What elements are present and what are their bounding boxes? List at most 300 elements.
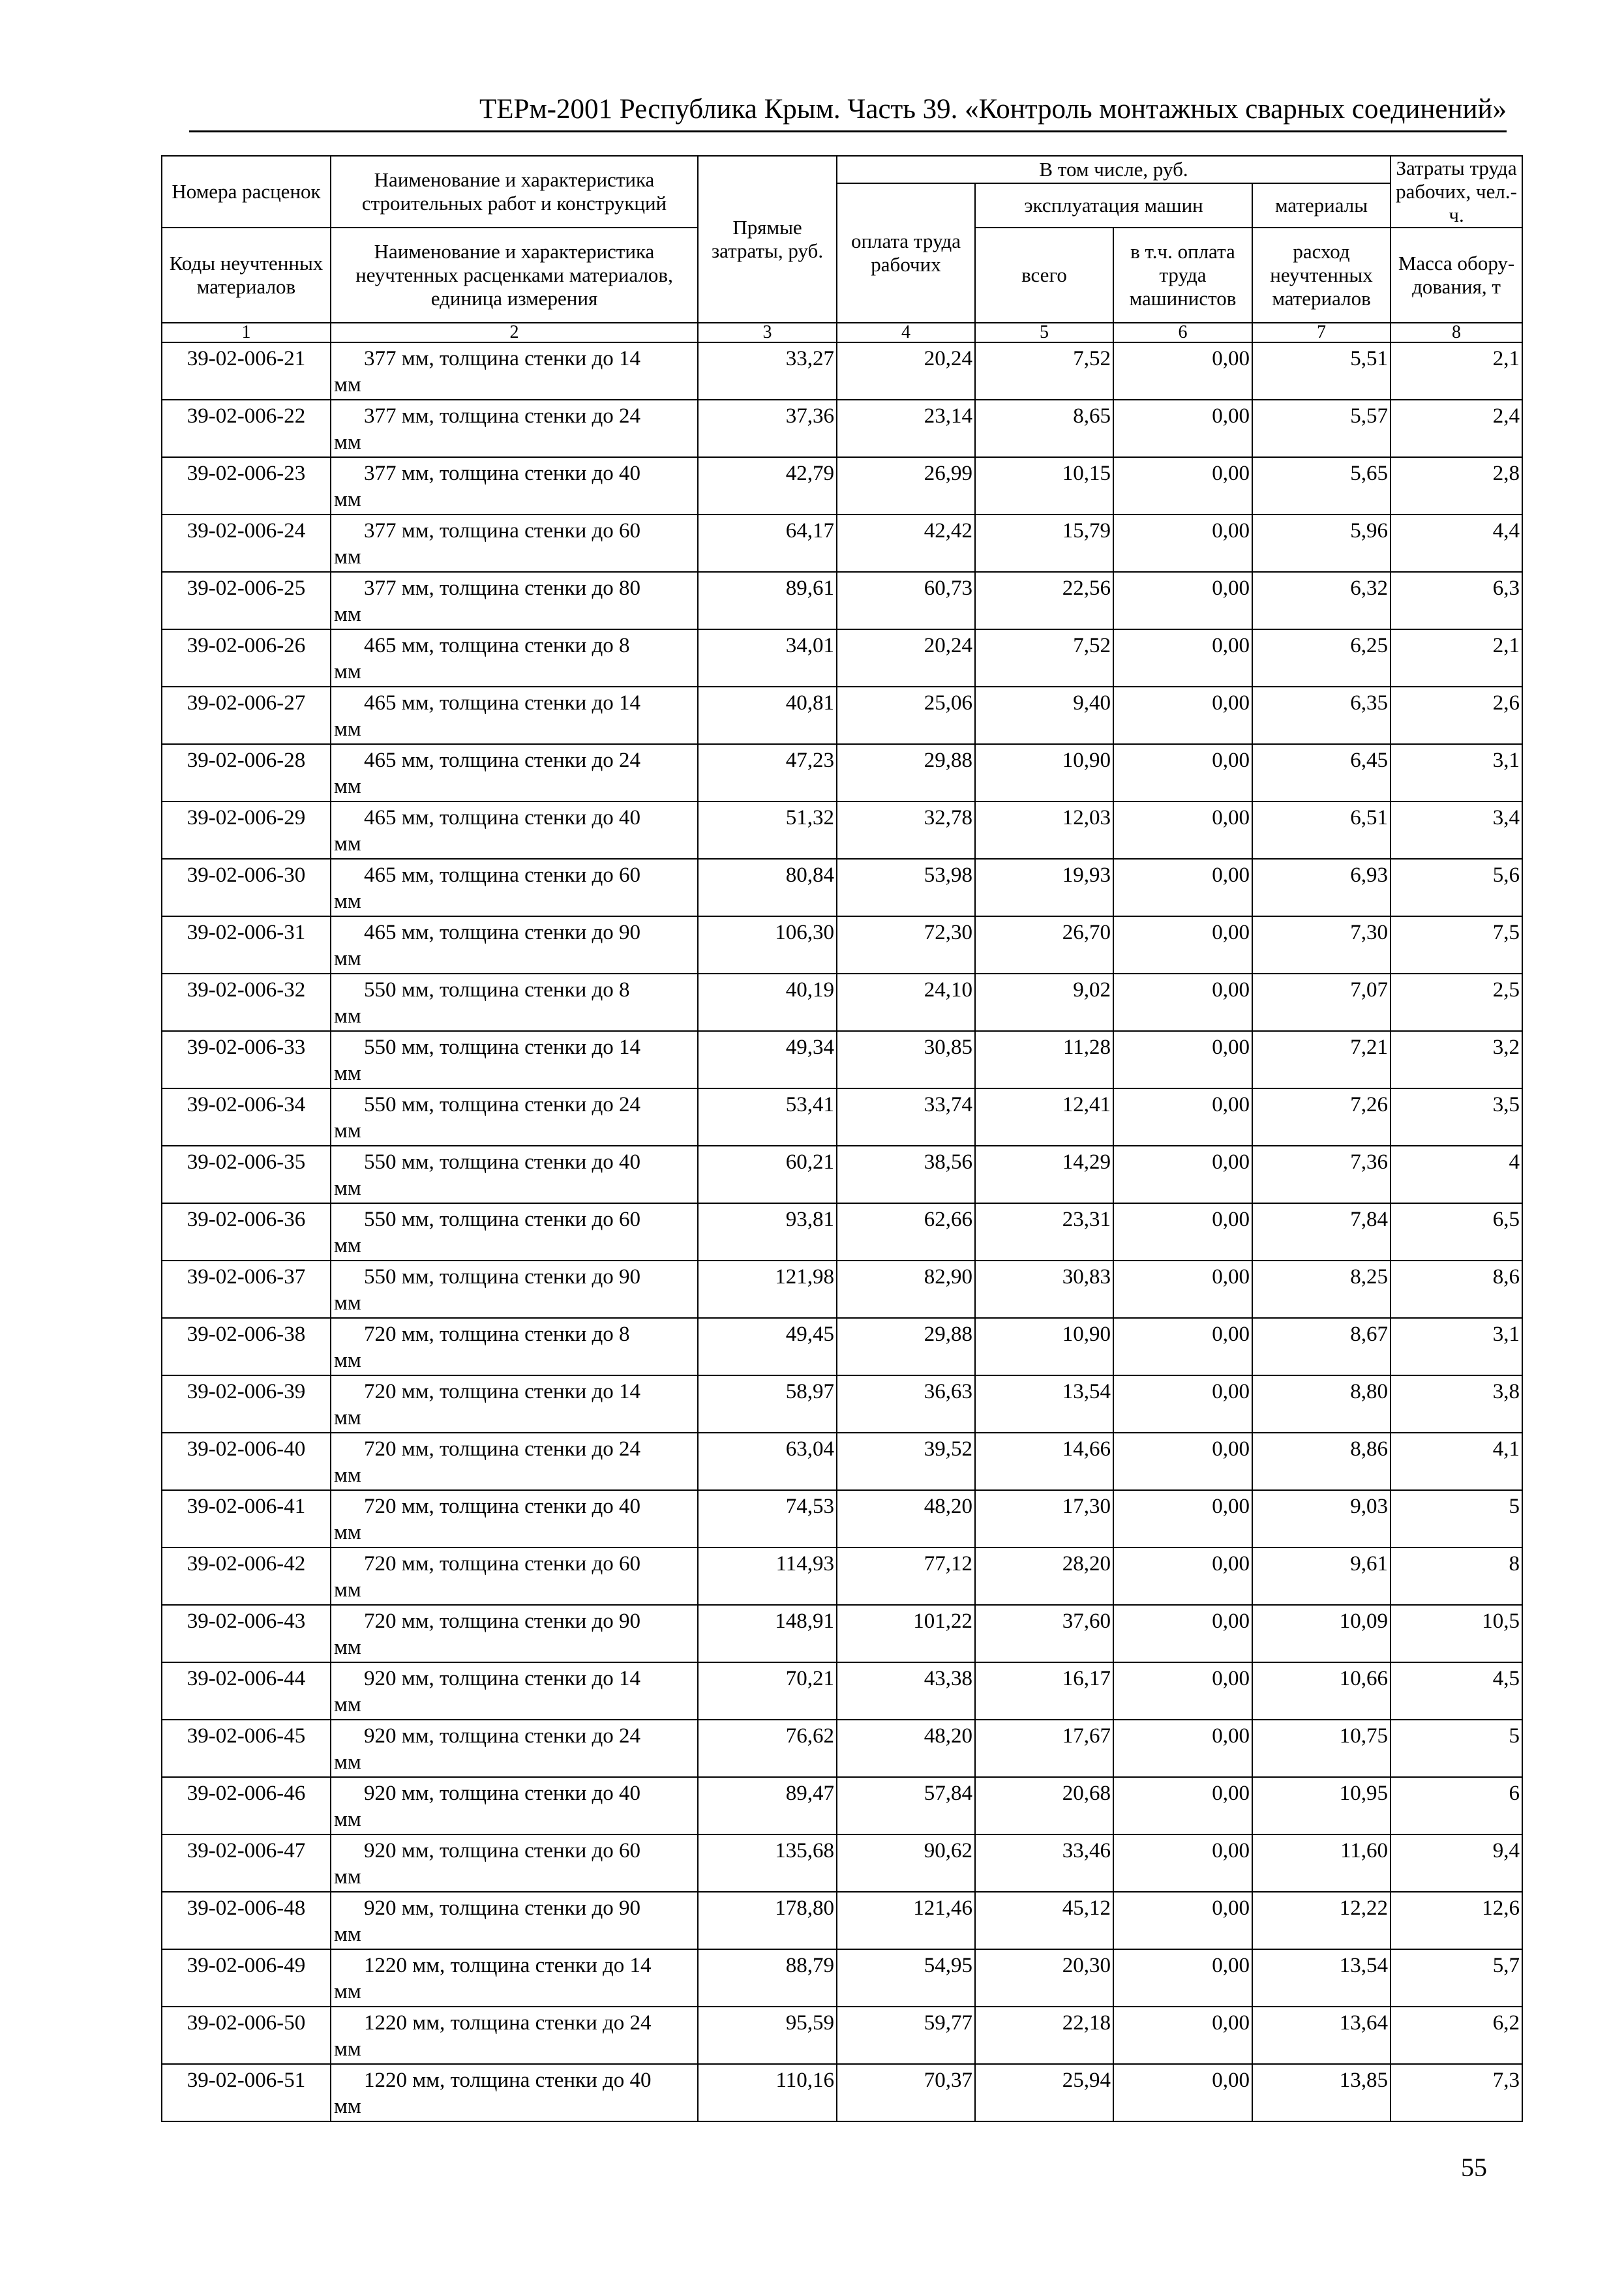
operators-wages: 0,00 [1113,1949,1252,2007]
machines-total: 10,15 [975,457,1113,515]
unaccounted-materials: 7,30 [1252,916,1391,974]
table-row [162,1318,1522,1375]
rate-name: 550 мм, толщина стенки до 8 [364,978,630,1002]
header-material-codes: Коды неучтенных материалов [162,228,331,323]
worker-wages: 23,14 [837,400,975,457]
table-row [162,1949,1522,2007]
operators-wages: 0,00 [1113,1490,1252,1548]
rate-code: 39-02-006-35 [162,1146,331,1203]
table-row [162,1720,1522,1777]
worker-wages: 90,62 [837,1834,975,1892]
rate-name: 550 мм, толщина стенки до 24 [364,1093,641,1116]
rate-code: 39-02-006-25 [162,572,331,629]
rate-code: 39-02-006-40 [162,1433,331,1490]
rate-name-cell [331,1261,698,1318]
rate-name-cell [331,1662,698,1720]
column-number: 1 [162,323,331,342]
labor-hours: 6 [1391,1777,1522,1834]
worker-wages: 24,10 [837,974,975,1031]
header-worker-wages: оплата труда рабочих [837,183,975,323]
rate-name: 377 мм, толщина стенки до 80 [364,576,641,600]
header-unaccounted-materials: расход неучтенных материалов [1252,228,1391,323]
rate-code: 39-02-006-29 [162,801,331,859]
header-labor-hours: Затраты труда рабочих, чел.-ч. [1391,156,1522,228]
rate-name: 550 мм, толщина стенки до 90 [364,1265,641,1289]
direct-costs: 42,79 [698,457,837,515]
direct-costs: 40,19 [698,974,837,1031]
rate-unit: мм [334,1578,361,1602]
header-work-name: Наименование и характеристика строительных работ и конструкций [331,156,698,228]
rate-code: 39-02-006-31 [162,916,331,974]
worker-wages: 59,77 [837,2007,975,2064]
operators-wages: 0,00 [1113,1433,1252,1490]
worker-wages: 82,90 [837,1261,975,1318]
worker-wages: 54,95 [837,1949,975,2007]
rate-name: 920 мм, толщина стенки до 24 [364,1724,641,1748]
table-row [162,2007,1522,2064]
rate-name: 920 мм, толщина стенки до 60 [364,1839,641,1863]
rate-name: 377 мм, толщина стенки до 24 [364,404,641,428]
operators-wages: 0,00 [1113,1548,1252,1605]
rate-unit: мм [334,430,361,454]
table-row [162,974,1522,1031]
table-row [162,2064,1522,2121]
rates-table [161,155,1523,2122]
table-row [162,457,1522,515]
header-materials-group: материалы [1252,183,1391,228]
rate-name-cell [331,687,698,744]
direct-costs: 34,01 [698,629,837,687]
worker-wages: 32,78 [837,801,975,859]
labor-hours: 6,2 [1391,2007,1522,2064]
rate-name-cell [331,801,698,859]
direct-costs: 51,32 [698,801,837,859]
table-row [162,1548,1522,1605]
table-row [162,1088,1522,1146]
worker-wages: 26,99 [837,457,975,515]
unaccounted-materials: 5,57 [1252,400,1391,457]
unaccounted-materials: 6,35 [1252,687,1391,744]
machines-total: 12,41 [975,1088,1113,1146]
labor-hours: 2,8 [1391,457,1522,515]
rate-name: 1220 мм, толщина стенки до 40 [364,2069,652,2092]
unaccounted-materials: 7,07 [1252,974,1391,1031]
rate-code: 39-02-006-34 [162,1088,331,1146]
machines-total: 20,68 [975,1777,1113,1834]
rate-code: 39-02-006-32 [162,974,331,1031]
rate-unit: мм [334,1176,361,1200]
rate-name-cell [331,1720,698,1777]
rate-name: 550 мм, толщина стенки до 60 [364,1208,641,1231]
worker-wages: 57,84 [837,1777,975,1834]
rate-unit: мм [334,1980,361,2003]
rate-unit: мм [334,1406,361,1429]
direct-costs: 106,30 [698,916,837,974]
rate-name-cell [331,1777,698,1834]
rate-name-cell [331,515,698,572]
direct-costs: 37,36 [698,400,837,457]
rate-name-cell [331,2007,698,2064]
table-row [162,1203,1522,1261]
table-row [162,1146,1522,1203]
rate-code: 39-02-006-51 [162,2064,331,2121]
worker-wages: 101,22 [837,1605,975,1662]
table-row [162,1777,1522,1834]
rate-unit: мм [334,947,361,970]
column-number: 7 [1252,323,1391,342]
machines-total: 28,20 [975,1548,1113,1605]
rate-name-cell [331,744,698,801]
column-number: 6 [1113,323,1252,342]
unaccounted-materials: 5,96 [1252,515,1391,572]
worker-wages: 20,24 [837,629,975,687]
worker-wages: 25,06 [837,687,975,744]
machines-total: 11,28 [975,1031,1113,1088]
unaccounted-materials: 13,64 [1252,2007,1391,2064]
rate-code: 39-02-006-44 [162,1662,331,1720]
direct-costs: 88,79 [698,1949,837,2007]
operators-wages: 0,00 [1113,859,1252,916]
rate-unit: мм [334,775,361,798]
direct-costs: 33,27 [698,342,837,400]
table-row [162,1892,1522,1949]
rate-unit: мм [334,545,361,569]
labor-hours: 7,5 [1391,916,1522,974]
unaccounted-materials: 7,36 [1252,1146,1391,1203]
rate-code: 39-02-006-38 [162,1318,331,1375]
rate-code: 39-02-006-43 [162,1605,331,1662]
worker-wages: 38,56 [837,1146,975,1203]
labor-hours: 3,1 [1391,1318,1522,1375]
direct-costs: 89,61 [698,572,837,629]
rate-code: 39-02-006-46 [162,1777,331,1834]
table-row [162,1605,1522,1662]
rate-name: 377 мм, толщина стенки до 40 [364,462,641,485]
labor-hours: 5 [1391,1490,1522,1548]
unaccounted-materials: 6,93 [1252,859,1391,916]
machines-total: 45,12 [975,1892,1113,1949]
labor-hours: 2,1 [1391,342,1522,400]
operators-wages: 0,00 [1113,1318,1252,1375]
operators-wages: 0,00 [1113,1375,1252,1433]
table-row [162,515,1522,572]
header-column-numbers [162,323,1522,342]
rate-code: 39-02-006-33 [162,1031,331,1088]
operators-wages: 0,00 [1113,515,1252,572]
operators-wages: 0,00 [1113,457,1252,515]
rate-unit: мм [334,603,361,626]
rate-name-cell [331,1605,698,1662]
rate-name: 465 мм, толщина стенки до 14 [364,691,641,715]
rate-code: 39-02-006-42 [162,1548,331,1605]
rate-name-cell [331,1490,698,1548]
machines-total: 22,18 [975,2007,1113,2064]
rate-name-cell [331,572,698,629]
operators-wages: 0,00 [1113,2007,1252,2064]
machines-total: 20,30 [975,1949,1113,2007]
table-row [162,572,1522,629]
direct-costs: 53,41 [698,1088,837,1146]
machines-total: 16,17 [975,1662,1113,1720]
column-number: 4 [837,323,975,342]
worker-wages: 42,42 [837,515,975,572]
rate-name: 920 мм, толщина стенки до 40 [364,1782,641,1805]
direct-costs: 49,45 [698,1318,837,1375]
worker-wages: 43,38 [837,1662,975,1720]
unaccounted-materials: 12,22 [1252,1892,1391,1949]
rate-name: 1220 мм, толщина стенки до 14 [364,1954,652,1977]
direct-costs: 93,81 [698,1203,837,1261]
rates-table-container [161,155,1523,2122]
rate-code: 39-02-006-48 [162,1892,331,1949]
operators-wages: 0,00 [1113,1203,1252,1261]
table-row [162,687,1522,744]
operators-wages: 0,00 [1113,1662,1252,1720]
machines-total: 19,93 [975,859,1113,916]
machines-total: 9,02 [975,974,1113,1031]
unaccounted-materials: 6,45 [1252,744,1391,801]
rate-name: 720 мм, толщина стенки до 90 [364,1609,641,1633]
labor-hours: 7,3 [1391,2064,1522,2121]
rate-unit: мм [334,660,361,683]
rate-unit: мм [334,832,361,856]
direct-costs: 58,97 [698,1375,837,1433]
unaccounted-materials: 8,25 [1252,1261,1391,1318]
machines-total: 17,30 [975,1490,1113,1548]
rate-unit: мм [334,1291,361,1315]
operators-wages: 0,00 [1113,1031,1252,1088]
rate-code: 39-02-006-47 [162,1834,331,1892]
labor-hours: 4 [1391,1146,1522,1203]
unaccounted-materials: 5,51 [1252,342,1391,400]
table-row [162,1490,1522,1548]
labor-hours: 3,2 [1391,1031,1522,1088]
worker-wages: 48,20 [837,1490,975,1548]
rate-code: 39-02-006-39 [162,1375,331,1433]
rate-code: 39-02-006-50 [162,2007,331,2064]
table-row [162,1834,1522,1892]
rate-unit: мм [334,1922,361,1946]
operators-wages: 0,00 [1113,1605,1252,1662]
operators-wages: 0,00 [1113,1720,1252,1777]
table-row [162,629,1522,687]
table-row [162,400,1522,457]
machines-total: 12,03 [975,801,1113,859]
machines-total: 30,83 [975,1261,1113,1318]
table-row [162,744,1522,801]
labor-hours: 4,5 [1391,1662,1522,1720]
rate-unit: мм [334,488,361,511]
table-row [162,1031,1522,1088]
rate-name: 465 мм, толщина стенки до 8 [364,634,630,657]
unaccounted-materials: 8,86 [1252,1433,1391,1490]
unaccounted-materials: 7,21 [1252,1031,1391,1088]
table-row [162,1375,1522,1433]
rate-unit: мм [334,1521,361,1544]
rate-code: 39-02-006-45 [162,1720,331,1777]
rate-name-cell [331,342,698,400]
rate-name: 465 мм, толщина стенки до 60 [364,863,641,887]
operators-wages: 0,00 [1113,2064,1252,2121]
unaccounted-materials: 8,80 [1252,1375,1391,1433]
unaccounted-materials: 5,65 [1252,457,1391,515]
labor-hours: 6,3 [1391,572,1522,629]
rate-name: 720 мм, толщина стенки до 24 [364,1437,641,1461]
unaccounted-materials: 7,26 [1252,1088,1391,1146]
machines-total: 9,40 [975,687,1113,744]
machines-total: 7,52 [975,629,1113,687]
table-row [162,1433,1522,1490]
column-number: 3 [698,323,837,342]
worker-wages: 33,74 [837,1088,975,1146]
unaccounted-materials: 13,85 [1252,2064,1391,2121]
unaccounted-materials: 9,03 [1252,1490,1391,1548]
labor-hours: 3,1 [1391,744,1522,801]
labor-hours: 6,5 [1391,1203,1522,1261]
rate-name: 465 мм, толщина стенки до 24 [364,749,641,772]
rate-unit: мм [334,1693,361,1716]
rate-unit: мм [334,1349,361,1372]
direct-costs: 80,84 [698,859,837,916]
machines-total: 33,46 [975,1834,1113,1892]
table-row [162,859,1522,916]
unaccounted-materials: 10,95 [1252,1777,1391,1834]
rate-name-cell [331,1834,698,1892]
machines-total: 10,90 [975,744,1113,801]
machines-total: 22,56 [975,572,1113,629]
rate-name-cell [331,1088,698,1146]
direct-costs: 148,91 [698,1605,837,1662]
machines-total: 14,66 [975,1433,1113,1490]
machines-total: 7,52 [975,342,1113,400]
table-body [162,342,1522,2121]
machines-total: 37,60 [975,1605,1113,1662]
operators-wages: 0,00 [1113,801,1252,859]
rate-name: 550 мм, толщина стенки до 40 [364,1150,641,1174]
header-material-name: Наименование и характеристика неучтенных расценками материалов, единица измерения [331,228,698,323]
worker-wages: 62,66 [837,1203,975,1261]
labor-hours: 2,4 [1391,400,1522,457]
operators-wages: 0,00 [1113,1834,1252,1892]
direct-costs: 76,62 [698,1720,837,1777]
rate-name-cell [331,457,698,515]
operators-wages: 0,00 [1113,1146,1252,1203]
unaccounted-materials: 10,09 [1252,1605,1391,1662]
worker-wages: 30,85 [837,1031,975,1088]
direct-costs: 178,80 [698,1892,837,1949]
unaccounted-materials: 13,54 [1252,1949,1391,2007]
unaccounted-materials: 10,66 [1252,1662,1391,1720]
operators-wages: 0,00 [1113,916,1252,974]
machines-total: 14,29 [975,1146,1113,1203]
direct-costs: 89,47 [698,1777,837,1834]
labor-hours: 5 [1391,1720,1522,1777]
rate-name-cell [331,1375,698,1433]
rate-code: 39-02-006-21 [162,342,331,400]
direct-costs: 64,17 [698,515,837,572]
header-including-group: В том числе, руб. [837,156,1391,183]
worker-wages: 72,30 [837,916,975,974]
direct-costs: 135,68 [698,1834,837,1892]
machines-total: 15,79 [975,515,1113,572]
rate-name-cell [331,1892,698,1949]
rate-code: 39-02-006-41 [162,1490,331,1548]
table-row [162,916,1522,974]
worker-wages: 48,20 [837,1720,975,1777]
header-machines-group: эксплуатация машин [975,183,1252,228]
worker-wages: 29,88 [837,744,975,801]
worker-wages: 60,73 [837,572,975,629]
labor-hours: 4,4 [1391,515,1522,572]
header-equipment-mass: Масса обору-дования, т [1391,228,1522,323]
rate-unit: мм [334,373,361,396]
rate-unit: мм [334,1636,361,1659]
rate-code: 39-02-006-49 [162,1949,331,2007]
rate-code: 39-02-006-28 [162,744,331,801]
rate-name-cell [331,629,698,687]
table-header [162,156,1522,342]
rate-unit: мм [334,2095,361,2118]
rate-unit: мм [334,1808,361,1831]
rate-unit: мм [334,1004,361,1028]
rate-code: 39-02-006-30 [162,859,331,916]
labor-hours: 8,6 [1391,1261,1522,1318]
rate-unit: мм [334,1865,361,1889]
machines-total: 17,67 [975,1720,1113,1777]
rate-name-cell [331,1548,698,1605]
rate-name: 377 мм, толщина стенки до 60 [364,519,641,543]
operators-wages: 0,00 [1113,400,1252,457]
rate-unit: мм [334,1750,361,1774]
direct-costs: 121,98 [698,1261,837,1318]
machines-total: 26,70 [975,916,1113,974]
operators-wages: 0,00 [1113,1777,1252,1834]
worker-wages: 39,52 [837,1433,975,1490]
rate-code: 39-02-006-26 [162,629,331,687]
rate-name: 550 мм, толщина стенки до 14 [364,1036,641,1059]
unaccounted-materials: 7,84 [1252,1203,1391,1261]
header-operators-wages: в т.ч. оплата труда машинистов [1113,228,1252,323]
labor-hours: 2,6 [1391,687,1522,744]
operators-wages: 0,00 [1113,572,1252,629]
rate-name: 720 мм, толщина стенки до 8 [364,1323,630,1346]
worker-wages: 77,12 [837,1548,975,1605]
column-number: 8 [1391,323,1522,342]
operators-wages: 0,00 [1113,687,1252,744]
rate-name: 720 мм, толщина стенки до 14 [364,1380,641,1403]
operators-wages: 0,00 [1113,342,1252,400]
rate-name-cell [331,2064,698,2121]
rate-code: 39-02-006-37 [162,1261,331,1318]
table-row [162,342,1522,400]
labor-hours: 3,4 [1391,801,1522,859]
machines-total: 10,90 [975,1318,1113,1375]
rate-name-cell [331,1031,698,1088]
worker-wages: 20,24 [837,342,975,400]
labor-hours: 12,6 [1391,1892,1522,1949]
rate-name-cell [331,1318,698,1375]
table-row [162,1662,1522,1720]
labor-hours: 4,1 [1391,1433,1522,1490]
direct-costs: 70,21 [698,1662,837,1720]
rate-unit: мм [334,1234,361,1257]
labor-hours: 5,7 [1391,1949,1522,2007]
rate-unit: мм [334,717,361,741]
labor-hours: 8 [1391,1548,1522,1605]
column-number: 5 [975,323,1113,342]
worker-wages: 70,37 [837,2064,975,2121]
unaccounted-materials: 11,60 [1252,1834,1391,1892]
